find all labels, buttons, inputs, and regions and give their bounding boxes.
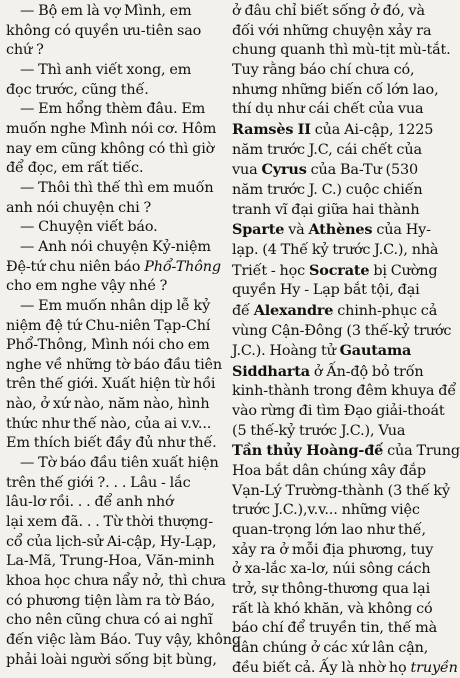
text-segment: báo chí để truyền tin, thế mà <box>232 620 438 637</box>
text-segment: để đọc, em rất tiếc. <box>6 160 144 177</box>
left-column <box>6 2 241 670</box>
text-line <box>6 61 221 81</box>
text-segment: vua <box>232 162 262 179</box>
text-segment: La-Mã, Trung-Hoa, Văn-minh <box>6 553 215 570</box>
text-line <box>232 281 446 301</box>
text-line <box>6 179 221 199</box>
text-segment: J.C.). Hoàng tử <box>232 343 340 360</box>
text-segment: cho nên cũng chưa có ai nghĩ <box>6 612 213 629</box>
text-segment: cổ của lịch-sử Ai-cập, Hy-Lạp, <box>6 533 217 550</box>
text-segment: nay em cũng không có thì giờ <box>6 140 215 157</box>
text-line <box>6 395 221 415</box>
text-line <box>6 552 221 572</box>
text-line <box>232 61 446 81</box>
text-segment: Tần thủy Hoàng-đế <box>232 442 384 460</box>
text-segment: Em thích biết đầy đủ như thế. <box>6 435 217 452</box>
text-segment: có phương tiện làm ra tờ Báo, <box>6 592 216 609</box>
text-segment: và <box>284 222 309 239</box>
text-line <box>232 501 446 521</box>
text-segment: Gautama <box>339 342 412 360</box>
text-segment: cho em nghe vậy nhé ? <box>6 278 168 295</box>
text-line <box>6 199 221 219</box>
text-segment: truyền <box>410 659 458 676</box>
text-segment: dân chúng ở các xứ lân cận, <box>232 640 429 656</box>
text-line <box>232 120 446 141</box>
text-line <box>232 181 446 201</box>
text-segment: — Em hổng thèm đâu. Em <box>20 101 206 118</box>
text-line <box>232 301 446 322</box>
text-line <box>6 454 221 474</box>
text-segment: muốn nghe Mình nói cơ. Hôm <box>6 120 217 137</box>
text-line <box>232 100 446 120</box>
text-segment: rất là khó khăn, và không có <box>232 600 433 617</box>
text-segment: Alexandre <box>253 301 334 319</box>
text-line <box>232 639 446 659</box>
text-segment: Athènes <box>308 221 373 239</box>
text-line <box>232 201 446 221</box>
text-line <box>232 81 446 101</box>
text-line <box>6 513 221 533</box>
text-segment: trên thế giới ?. . . Lâu - lắc <box>6 474 191 491</box>
text-segment: của Trung <box>383 443 460 460</box>
text-line <box>6 631 241 651</box>
text-segment: (5 thế-kỷ trước J.C.), Vua <box>232 422 406 439</box>
text-line <box>6 474 221 494</box>
text-segment: Sparte <box>232 221 285 239</box>
text-line <box>232 160 446 181</box>
text-line <box>232 261 446 282</box>
text-line <box>6 493 221 513</box>
text-segment: — Thì anh viết xong, em <box>20 61 192 78</box>
text-segment: — Chuyện viết báo. <box>20 219 158 236</box>
text-segment: lại xem đã. . . Từ thời thượng- <box>6 514 213 531</box>
text-segment: trở, sự thông-thương qua lại <box>232 581 431 598</box>
text-line <box>6 238 221 258</box>
text-segment: Tuy rằng báo chí chưa có, <box>232 61 415 78</box>
text-line <box>6 258 221 278</box>
text-segment: chung quanh thì mù-tịt mù-tắt. <box>232 42 451 59</box>
text-line <box>6 611 221 631</box>
text-line <box>232 220 446 241</box>
text-line <box>6 375 221 395</box>
text-line <box>232 402 446 422</box>
text-line <box>6 651 221 671</box>
text-line <box>6 533 221 553</box>
text-line <box>6 41 221 61</box>
text-segment: Cyrus <box>261 161 307 179</box>
text-segment: Phổ-Thông, Mình nói cho em <box>6 337 210 354</box>
text-segment: ở Ấn-độ bỏ trốn <box>309 363 424 380</box>
text-line <box>232 580 446 600</box>
text-segment: không có quyền ưu-tiên sao <box>6 22 202 39</box>
text-line <box>6 2 221 22</box>
text-segment: nghe về những tờ báo đầu tiên <box>6 356 223 373</box>
text-segment: thức như thế nào, của ai v.v... <box>6 415 212 432</box>
text-line <box>6 22 221 42</box>
text-segment: Hoa bắt dân chúng xây đắp <box>232 463 426 480</box>
text-line <box>6 415 221 435</box>
text-segment: đến việc làm Báo. Tuy vậy, không <box>6 632 241 648</box>
text-segment: đọc trước, cũng thế. <box>6 81 149 98</box>
text-line <box>6 317 221 337</box>
text-line <box>6 572 226 592</box>
text-segment: Vạn-Lý Trường-thành (3 thế kỷ <box>232 482 450 499</box>
text-line <box>6 434 221 454</box>
text-segment: tranh vĩ đại giữa hai thành <box>232 201 420 218</box>
text-line <box>232 560 446 580</box>
text-segment: thí dụ như cái chết của vua <box>232 101 424 118</box>
text-line <box>232 322 452 342</box>
text-segment: — Thôi thì thế thì em muốn <box>20 179 214 196</box>
text-segment: của Hy- <box>372 222 431 239</box>
text-segment: — Tờ báo đầu tiên xuất hiện <box>20 455 219 472</box>
text-line <box>232 362 446 383</box>
text-segment: trước J.C.),v.v... những việc <box>232 502 420 519</box>
text-line <box>6 218 221 238</box>
text-segment: — Em muốn nhân dịp lễ kỷ <box>20 297 211 314</box>
text-line <box>6 120 221 140</box>
text-segment: khoa học chưa nẩy nở, thì chưa <box>6 573 226 590</box>
text-segment: Ramsès II <box>232 120 311 138</box>
text-line <box>232 341 446 362</box>
text-line <box>232 600 446 620</box>
text-line <box>6 100 221 120</box>
text-line <box>6 336 221 356</box>
text-segment: Socrate <box>309 261 370 279</box>
text-segment: vào rừng đi tìm Đạo giải-thoát <box>232 403 445 420</box>
text-line <box>6 140 221 160</box>
text-segment: của Ba-Tư (530 <box>306 162 419 179</box>
text-segment: năm trước J.C, cái chết của <box>232 141 422 158</box>
text-segment: — Anh nói chuyện Kỷ-niệm <box>20 238 211 255</box>
text-segment: quyền Hy - Lạp bắt tội, đại <box>232 282 420 299</box>
text-line <box>232 41 451 61</box>
text-segment: — Bộ em là vợ Mình, em <box>20 3 192 19</box>
text-line <box>6 81 221 101</box>
text-line <box>6 297 221 317</box>
text-segment: đều biết cả. Ấy là nhờ họ <box>232 659 411 676</box>
text-segment: xảy ra ở mỗi địa phương, tuy <box>232 541 434 558</box>
text-line <box>232 382 457 402</box>
text-segment: lâu-lơ rồi. . . để anh nhớ <box>6 494 174 511</box>
text-segment: chứ ? <box>6 42 44 59</box>
text-segment: trên thế giới. Xuất hiện từ hồi <box>6 376 216 393</box>
text-segment: đế <box>232 302 254 319</box>
text-segment: kinh-thành trong đêm khuya để <box>232 383 457 400</box>
text-segment: nhưng những biến cố lớn lao, <box>232 81 439 98</box>
text-line <box>232 141 446 161</box>
text-segment: Triết - học <box>232 262 309 279</box>
text-segment: bị Cường <box>369 262 438 279</box>
text-line <box>232 422 446 442</box>
text-segment: anh nói chuyện chi ? <box>6 199 152 216</box>
text-line <box>232 441 460 462</box>
text-segment: Phổ-Thông <box>144 258 221 275</box>
text-segment: lạp. (4 Thế kỷ trước J.C.), nhà <box>232 241 439 258</box>
text-line <box>6 356 221 376</box>
text-segment: phải loài người sống bịt bùng, <box>6 651 217 668</box>
text-line <box>232 22 446 42</box>
text-line <box>232 659 458 678</box>
text-line <box>6 277 221 297</box>
text-line <box>6 592 221 612</box>
text-line <box>232 241 446 261</box>
text-line <box>232 619 446 639</box>
text-segment: chinh-phục cả <box>333 302 438 319</box>
text-segment: ở đâu chỉ biết sống ở đó, và <box>232 3 425 19</box>
text-line <box>232 2 446 22</box>
text-line <box>6 159 221 179</box>
text-segment: Đệ-tứ chu niên báo <box>6 258 145 275</box>
right-column <box>232 2 460 678</box>
text-segment: đối với những chuyện xảy ra <box>232 22 432 39</box>
text-segment: của Ai-cập, 1225 <box>310 121 434 138</box>
text-segment: nào, ở xứ nào, năm nào, hình <box>6 396 210 413</box>
text-line <box>232 541 446 561</box>
text-segment: quan-trọng lớn lao như thế, <box>232 522 426 539</box>
text-segment: niệm đệ tứ Chu-niên Tạp-Chí <box>6 317 211 334</box>
text-line <box>232 482 450 502</box>
text-line <box>232 462 446 482</box>
text-segment: Siddharta <box>232 362 310 380</box>
text-segment: ở xa-lắc xa-lơ, núi sông cách <box>232 561 431 578</box>
text-segment: vùng Cận-Đông (3 thế-kỷ trước <box>232 322 452 339</box>
text-line <box>232 521 446 541</box>
text-segment: năm trước J. C.) cuộc chiến <box>232 181 423 198</box>
